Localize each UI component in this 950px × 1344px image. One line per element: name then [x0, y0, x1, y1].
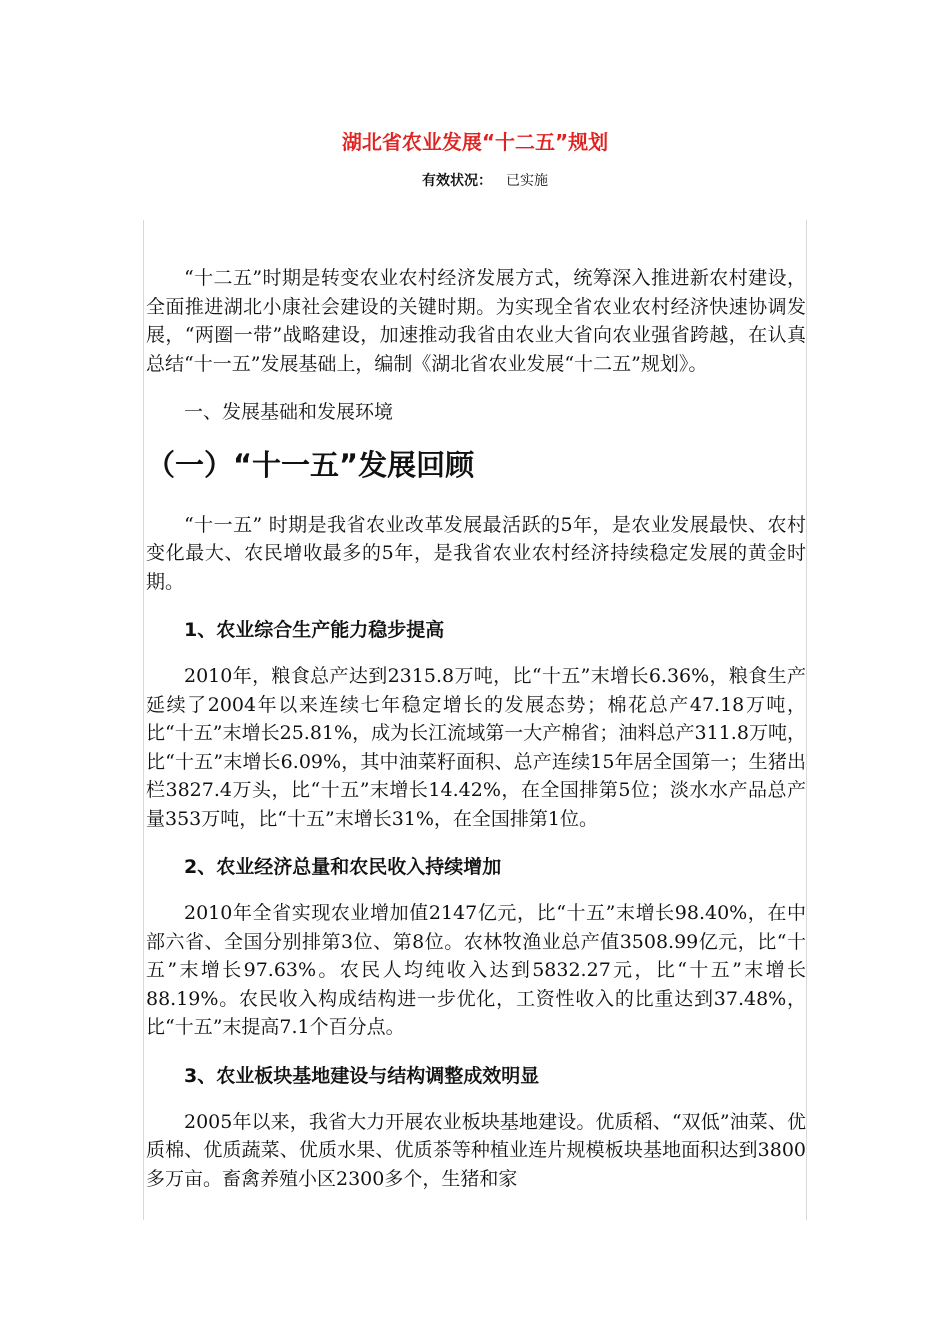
- subsection-heading: （一）“十一五”发展回顾: [146, 447, 475, 482]
- document-title: 湖北省农业发展“十二五”规划: [341, 130, 609, 154]
- point-heading-2: 2、农业经济总量和农民收入持续增加: [184, 856, 502, 878]
- status-value: 已实施: [506, 173, 548, 189]
- status-line: [0, 170, 950, 190]
- point-paragraph-1: 2010年，粮食总产达到2315.8万吨，比“十五”末增长6.36%，粮食生产延续了2004年以来连续七年稳定增长的发展态势；棉花总产47.18万吨，比“十五”末增长25.81%，成为长江流域第一大产棉省；油料总产311.8万吨，比“十五”末增长6.09%，其中油菜籽面积、总产连续15年居全国第一；生猪出栏3827.4万头，比“十五”末增长14.42%，在全国排第5位；淡水水产品总产量353万吨，比“十五”末增长31%，在全国排第1位。: [146, 665, 806, 830]
- document-body: [146, 264, 806, 1210]
- content-frame-right-border: [806, 220, 807, 1220]
- status-label: 有效状况：: [422, 173, 492, 189]
- intro-paragraph: “十二五”时期是转变农业农村经济发展方式，统筹深入推进新农村建设，全面推进湖北小康社会建设的关键时期。为实现全省农业农村经济快速协调发展，“两圈一带”战略建设，加速推动我省由农业大省向农业强省跨越，在认真总结“十一五”发展基础上，编制《湖北省农业发展“十二五”规划》。: [146, 267, 806, 375]
- review-paragraph: “十一五” 时期是我省农业改革发展最活跃的5年，是农业发展最快、农村变化最大、农民增收最多的5年，是我省农业农村经济持续稳定发展的黄金时期。: [146, 513, 806, 593]
- section-heading: 一、发展基础和发展环境: [184, 401, 394, 423]
- point-heading-1: 1、农业综合生产能力稳步提高: [184, 619, 445, 641]
- content-frame-left-border: [143, 220, 144, 1220]
- point-heading-3: 3、农业板块基地建设与结构调整成效明显: [184, 1064, 540, 1087]
- point-paragraph-2: 2010年全省实现农业增加值2147亿元，比“十五”末增长98.40%，在中部六省、全国分别排第3位、第8位。农林牧渔业总产值3508.99亿元，比“十五”末增长97.63%。农民人均纯收入达到5832.27元，比“十五”末增长88.19%。农民收入构成结构进一步优化，工资性收入的比重达到37.48%，比“十五”末提高7.1个百分点。: [146, 902, 806, 1038]
- point-paragraph-3: 2005年以来，我省大力开展农业板块基地建设。优质稻、“双低”油菜、优质棉、优质蔬菜、优质水果、优质茶等种植业连片规模板块基地面积达到3800多万亩。畜禽养殖小区2300多个，生猪和家: [146, 1110, 806, 1190]
